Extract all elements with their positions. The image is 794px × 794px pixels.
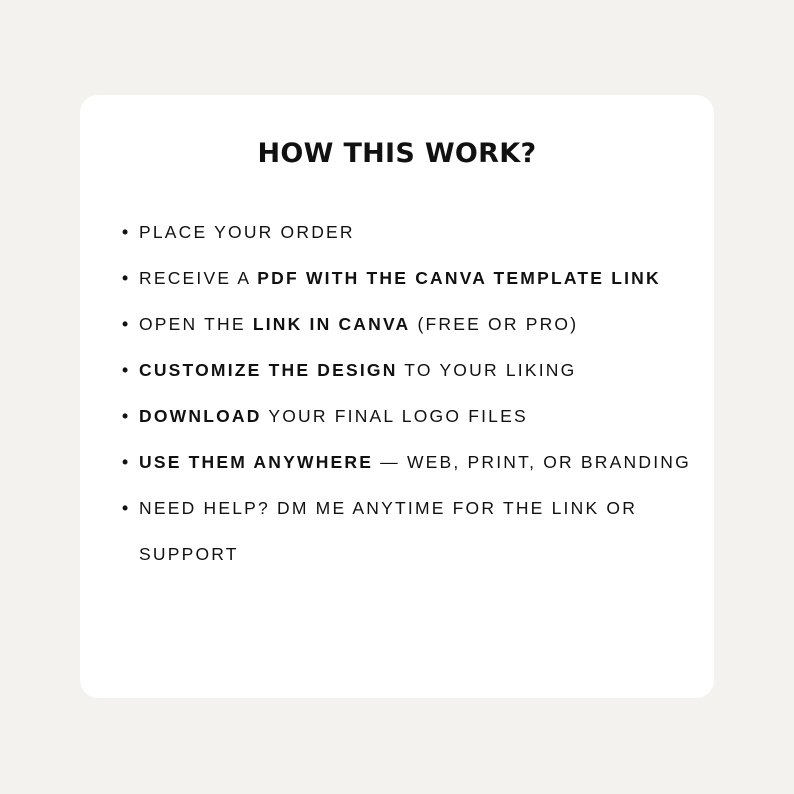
steps-list xyxy=(122,209,692,577)
bullet-icon: • xyxy=(122,452,129,472)
step-text-bold: DOWNLOAD xyxy=(139,406,262,426)
step-need-help xyxy=(122,485,692,577)
step-text: NEED HELP? DM ME ANYTIME FOR THE LINK OR SUPPORT xyxy=(139,498,638,564)
step-text-tail: (FREE OR PRO) xyxy=(410,314,579,334)
step-text: OPEN THE xyxy=(139,314,253,334)
step-text-bold: PDF WITH THE CANVA TEMPLATE LINK xyxy=(257,268,661,288)
bullet-icon: • xyxy=(122,406,129,426)
bullet-icon: • xyxy=(122,268,129,288)
step-place-order xyxy=(122,209,692,255)
page-title: HOW THIS WORK? xyxy=(257,138,537,169)
bullet-icon: • xyxy=(122,360,129,380)
step-receive-pdf xyxy=(122,255,692,301)
step-text-tail: YOUR FINAL LOGO FILES xyxy=(261,406,528,426)
step-text-bold: CUSTOMIZE THE DESIGN xyxy=(139,360,398,380)
step-download xyxy=(122,393,692,439)
step-text: RECEIVE A xyxy=(139,268,258,288)
step-text-bold: USE THEM ANYWHERE xyxy=(139,452,374,472)
step-text: PLACE YOUR ORDER xyxy=(139,222,355,242)
step-text-bold: LINK IN CANVA xyxy=(252,314,411,334)
step-text-tail: — WEB, PRINT, OR BRANDING xyxy=(373,452,691,472)
bullet-icon: • xyxy=(122,314,129,334)
step-customize xyxy=(122,347,692,393)
step-use-anywhere xyxy=(122,439,692,485)
bullet-icon: • xyxy=(122,498,129,518)
step-open-link xyxy=(122,301,692,347)
step-text-tail: TO YOUR LIKING xyxy=(397,360,577,380)
bullet-icon: • xyxy=(122,222,129,242)
